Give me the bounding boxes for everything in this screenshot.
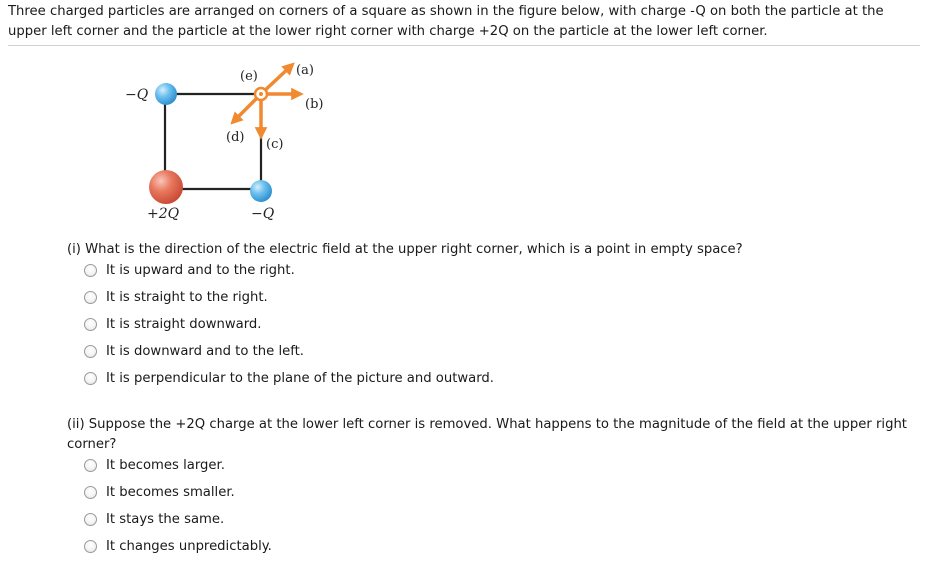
arrow-label-b: (b) xyxy=(305,97,324,112)
q1-radio-2[interactable] xyxy=(84,291,97,304)
q1-option-downward[interactable] xyxy=(84,314,261,334)
charge-upper-left xyxy=(155,83,177,105)
q2-option-label: It stays the same. xyxy=(106,511,225,527)
q2-radio-2[interactable] xyxy=(84,486,97,499)
arrow-label-a: (a) xyxy=(296,63,314,78)
charge-lower-right xyxy=(250,180,272,202)
arrow-label-d: (d) xyxy=(226,130,245,145)
q1-option-label: It is downward and to the left. xyxy=(106,343,304,359)
q2-radio-1[interactable] xyxy=(84,459,97,472)
arrow-e-dot xyxy=(259,92,263,96)
q1-option-upward-right[interactable] xyxy=(84,260,295,280)
q2-option-larger[interactable] xyxy=(84,455,225,475)
q2-radio-4[interactable] xyxy=(84,540,97,553)
charge-lower-left xyxy=(149,170,183,204)
charge-label-lower-right: −Q xyxy=(251,206,275,222)
q1-radio-3[interactable] xyxy=(84,318,97,331)
q2-option-label: It changes unpredictably. xyxy=(106,538,272,554)
q2-option-smaller[interactable] xyxy=(84,482,235,502)
q2-radio-3[interactable] xyxy=(84,513,97,526)
q1-option-label: It is straight downward. xyxy=(106,316,262,332)
q1-radio-5[interactable] xyxy=(84,372,97,385)
q1-radio-4[interactable] xyxy=(84,345,97,358)
q2-option-label: It becomes smaller. xyxy=(106,484,235,500)
charge-label-lower-left: +2Q xyxy=(147,206,180,222)
q1-option-perpendicular[interactable] xyxy=(84,368,494,388)
question-1-text: (i) What is the direction of the electric field at the upper right corner, which is a point in empty space? xyxy=(67,242,743,257)
q2-option-label: It becomes larger. xyxy=(106,457,225,473)
question-2-text: (ii) Suppose the +2Q charge at the lower left corner is removed. What happens to the magnitude of the field at the upper right corner? xyxy=(67,417,907,452)
q1-option-label: It is upward and to the right. xyxy=(106,262,295,278)
q1-option-label: It is straight to the right. xyxy=(106,289,268,305)
q1-radio-1[interactable] xyxy=(84,264,97,277)
q2-option-same[interactable] xyxy=(84,509,224,529)
q1-option-right[interactable] xyxy=(84,287,268,307)
arrow-label-e: (e) xyxy=(240,69,258,84)
q2-option-unpredictable[interactable] xyxy=(84,536,272,556)
q1-option-downward-left[interactable] xyxy=(84,341,304,361)
arrow-label-c: (c) xyxy=(266,137,284,152)
charge-label-upper-left: −Q xyxy=(125,87,149,103)
q1-option-label: It is perpendicular to the plane of the picture and outward. xyxy=(106,370,494,386)
problem-intro: Three charged particles are arranged on corners of a square as shown in the figure below, with charge -Q on both the particle at the upper left corner and the particle at the lower right corner with charge +2Q on the particle at the lower left corner. xyxy=(8,2,920,46)
charge-square-figure xyxy=(0,48,420,233)
